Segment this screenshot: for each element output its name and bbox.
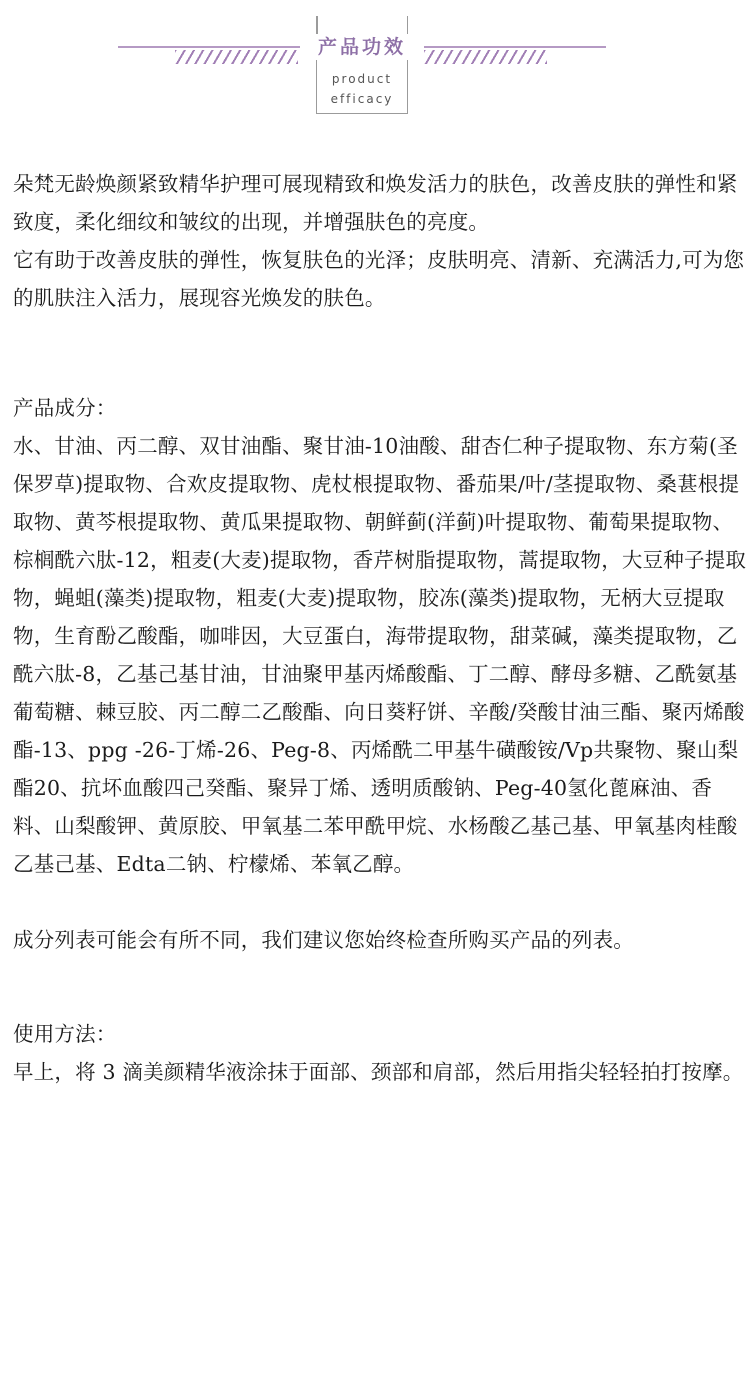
header-hatch-left — [175, 50, 298, 64]
header-frame-right-tick — [407, 16, 409, 34]
ingredients-list: 水、甘油、丙二醇、双甘油酯、聚甘油-10油酸、甜杏仁种子提取物、东方菊(圣保罗草)提取物、合欢皮提取物、虎杖根提取物、番茄果/叶/茎提取物、桑葚根提取物、黄芩根提取物、黄瓜果提取物、朝鲜蓟(洋蓟)叶提取物、葡萄果提取物、棕榈酰六肽-12，粗麦(大麦)提取物，香芹树脂提取物，蒿提取物，大豆种子提取物，蝇蛆(藻类)提取物，粗麦(大麦)提取物，胶冻(藻类)提取物，无柄大豆提取物，生育酚乙酸酯，咖啡因，大豆蛋白，海带提取物，甜菜碱，藻类提取物，乙酰六肽-8，乙基己基甘油，甘油聚甲基丙烯酸酯、丁二醇、酵母多糖、乙酰氨基葡萄糖、棘豆胶、丙二醇二乙酸酯、向日葵籽饼、辛酸/癸酸甘油三酯、聚丙烯酸酯-13、ppg -26-丁烯-26、Peg-8、丙烯酰二甲基牛磺酸铵/Vp共聚物、聚山梨酯20、抗坏血酸四己癸酯、聚异丁烯、透明质酸钠、Peg-40氢化蓖麻油、香料、山梨酸钾、黄原胶、甲氧基二苯甲酰甲烷、水杨酸乙基己基、甲氧基肉桂酸乙基己基、Edta二钠、柠檬烯、苯氧乙醇。 — [13, 434, 747, 876]
usage-heading: 使用方法： — [13, 1022, 117, 1046]
usage-instructions: 早上，将 3 滴美颜精华液涂抹于面部、颈部和肩部，然后用指尖轻轻拍打按摩。 — [13, 1060, 744, 1084]
section-title: 产品功效 — [300, 34, 424, 60]
intro-paragraph-2: 它有助于改善皮肤的弹性，恢复肤色的光泽；皮肤明亮、清新、充满活力,可为您的肌肤注入活力，展现容光焕发的肤色。 — [13, 248, 745, 310]
section-header — [0, 0, 750, 130]
header-frame-left-tick — [316, 16, 318, 34]
ingredients-heading: 产品成分： — [13, 396, 117, 420]
ingredients-disclaimer: 成分列表可能会有所不同，我们建议您始终检查所购买产品的列表。 — [13, 928, 634, 952]
header-divider-right — [424, 46, 606, 48]
header-divider-left — [118, 46, 300, 48]
intro-paragraph-1: 朵梵无龄焕颜紧致精华护理可展现精致和焕发活力的肤色，改善皮肤的弹性和紧致度，柔化细纹和皱纹的出现，并增强肤色的亮度。 — [13, 172, 738, 234]
section-subtitle-line1: product — [331, 72, 393, 86]
header-hatch-right — [424, 50, 547, 64]
product-description — [13, 165, 749, 1091]
section-subtitle-line2: efficacy — [330, 92, 394, 106]
